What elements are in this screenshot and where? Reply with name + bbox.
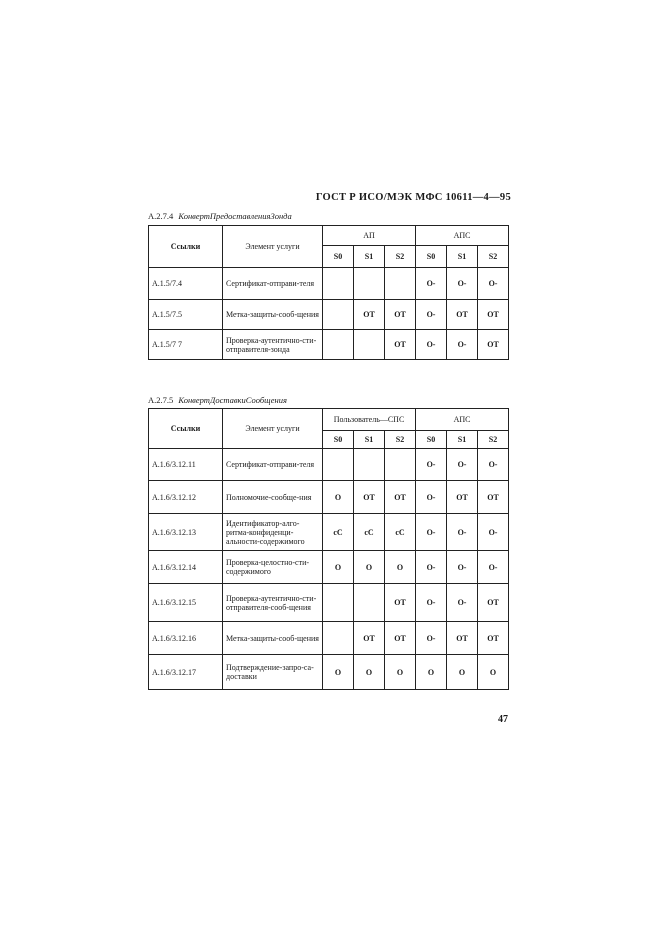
row-status-cell: O- — [447, 268, 478, 300]
row-status-cell: O- — [478, 449, 509, 481]
table2-header-group-user-mts: Пользователь—СПС — [323, 409, 416, 431]
table2-subheader: S2 — [478, 431, 509, 449]
row-reference: A.1.6/3.12.13 — [149, 514, 223, 551]
table-row — [149, 481, 509, 514]
row-status-cell: O- — [416, 622, 447, 655]
row-status-cell: OT — [385, 622, 416, 655]
row-status-cell: O- — [447, 330, 478, 360]
row-service-element: Проверка-аутентично-сти-отправителя-сооб-щения — [223, 584, 323, 622]
row-status-cell: O — [385, 551, 416, 584]
table2-subheader: S1 — [354, 431, 385, 449]
table2-header-element: Элемент услуги — [223, 409, 323, 449]
table-row — [149, 551, 509, 584]
row-status-cell — [323, 268, 354, 300]
table2-caption-number: А.2.7.5 — [148, 395, 174, 405]
table-row — [149, 330, 509, 360]
row-status-cell — [385, 449, 416, 481]
row-status-cell — [354, 584, 385, 622]
table1-subheader: S1 — [354, 246, 385, 268]
row-status-cell: O- — [416, 481, 447, 514]
row-status-cell — [323, 584, 354, 622]
row-service-element: Полномочие-сообще-ния — [223, 481, 323, 514]
table2-caption — [148, 395, 287, 405]
row-status-cell: OT — [478, 481, 509, 514]
row-service-element: Идентификатор-алго-ритма-конфиденци-альности-содержимого — [223, 514, 323, 551]
row-reference: A.1.5/7.4 — [149, 268, 223, 300]
table1-header-group-ua: АП — [323, 226, 416, 246]
table1-caption-title: КонвертПредоставленияЗонда — [178, 211, 292, 221]
table-row — [149, 584, 509, 622]
table-row — [149, 449, 509, 481]
row-service-element: Подтверждение-запро-са-доставки — [223, 655, 323, 690]
row-status-cell: O- — [416, 514, 447, 551]
row-status-cell: O- — [478, 551, 509, 584]
row-status-cell — [385, 268, 416, 300]
row-reference: A.1.6/3.12.11 — [149, 449, 223, 481]
row-status-cell: O — [354, 655, 385, 690]
row-status-cell: O- — [447, 584, 478, 622]
row-status-cell: cC — [323, 514, 354, 551]
row-service-element: Метка-защиты-сооб-щения — [223, 622, 323, 655]
row-status-cell: O- — [416, 551, 447, 584]
row-status-cell — [323, 449, 354, 481]
row-status-cell — [323, 622, 354, 655]
row-status-cell — [354, 449, 385, 481]
row-status-cell: OT — [354, 481, 385, 514]
row-status-cell: O- — [416, 449, 447, 481]
row-reference: A.1.6/3.12.17 — [149, 655, 223, 690]
table1-subheader: S0 — [323, 246, 354, 268]
table1-subheader: S2 — [385, 246, 416, 268]
table1-header-element: Элемент услуги — [223, 226, 323, 268]
row-status-cell: O- — [416, 300, 447, 330]
table-row — [149, 655, 509, 690]
table2-subheader: S0 — [323, 431, 354, 449]
row-status-cell: O- — [416, 268, 447, 300]
table1-subheader: S0 — [416, 246, 447, 268]
row-status-cell: O — [447, 655, 478, 690]
row-status-cell: O- — [447, 449, 478, 481]
row-status-cell: O- — [478, 268, 509, 300]
row-status-cell — [354, 268, 385, 300]
row-status-cell: OT — [447, 300, 478, 330]
row-status-cell: OT — [385, 330, 416, 360]
row-status-cell: cC — [385, 514, 416, 551]
table1-header-group-mta: АПС — [416, 226, 509, 246]
row-status-cell: OT — [385, 481, 416, 514]
row-reference: A.1.6/3.12.12 — [149, 481, 223, 514]
table2-subheader: S2 — [385, 431, 416, 449]
table2-subheader: S0 — [416, 431, 447, 449]
table1-caption-number: А.2.7.4 — [148, 211, 174, 221]
row-service-element: Метка-защиты-сооб-щения — [223, 300, 323, 330]
row-status-cell: OT — [478, 584, 509, 622]
row-status-cell: O- — [416, 584, 447, 622]
row-status-cell: O- — [447, 551, 478, 584]
row-service-element: Проверка-аутентично-сти-отправителя-зонда — [223, 330, 323, 360]
page-number: 47 — [498, 714, 508, 725]
row-status-cell: OT — [447, 622, 478, 655]
table1-subheader: S1 — [447, 246, 478, 268]
table-row — [149, 300, 509, 330]
row-status-cell: O — [323, 481, 354, 514]
row-status-cell: cC — [354, 514, 385, 551]
row-status-cell: O — [416, 655, 447, 690]
document-header: ГОСТ Р ИСО/МЭК МФС 10611—4—95 — [315, 192, 511, 203]
row-reference: A.1.6/3.12.16 — [149, 622, 223, 655]
table2-caption-title: КонвертДоставкиСообщения — [178, 395, 287, 405]
table-row — [149, 514, 509, 551]
row-reference: A.1.5/7.5 — [149, 300, 223, 330]
row-status-cell: OT — [478, 330, 509, 360]
row-status-cell: OT — [354, 300, 385, 330]
table1 — [148, 225, 509, 360]
table2-header-group-mta: АПС — [416, 409, 509, 431]
row-status-cell: O — [385, 655, 416, 690]
row-status-cell — [323, 300, 354, 330]
row-status-cell: OT — [478, 300, 509, 330]
table2 — [148, 408, 509, 690]
row-status-cell: O — [354, 551, 385, 584]
row-service-element: Сертификат-отправи-теля — [223, 449, 323, 481]
row-status-cell — [323, 330, 354, 360]
row-status-cell: O- — [416, 330, 447, 360]
row-status-cell: O — [323, 551, 354, 584]
row-status-cell: OT — [478, 622, 509, 655]
row-status-cell: O — [323, 655, 354, 690]
table2-header-ref: Ссылки — [149, 409, 223, 449]
row-status-cell: O- — [447, 514, 478, 551]
row-reference: A.1.5/7 7 — [149, 330, 223, 360]
row-status-cell — [354, 330, 385, 360]
row-status-cell: OT — [385, 584, 416, 622]
row-status-cell: OT — [385, 300, 416, 330]
table-row — [149, 268, 509, 300]
row-status-cell: OT — [447, 481, 478, 514]
row-reference: A.1.6/3.12.14 — [149, 551, 223, 584]
row-service-element: Проверка-целостно-сти-содержимого — [223, 551, 323, 584]
table1-header-ref: Ссылки — [149, 226, 223, 268]
table-row — [149, 622, 509, 655]
table1-subheader: S2 — [478, 246, 509, 268]
row-service-element: Сертификат-отправи-теля — [223, 268, 323, 300]
table1-caption — [148, 211, 292, 221]
row-status-cell: O- — [478, 514, 509, 551]
row-status-cell: OT — [354, 622, 385, 655]
table2-subheader: S1 — [447, 431, 478, 449]
row-status-cell: O — [478, 655, 509, 690]
row-reference: A.1.6/3.12.15 — [149, 584, 223, 622]
